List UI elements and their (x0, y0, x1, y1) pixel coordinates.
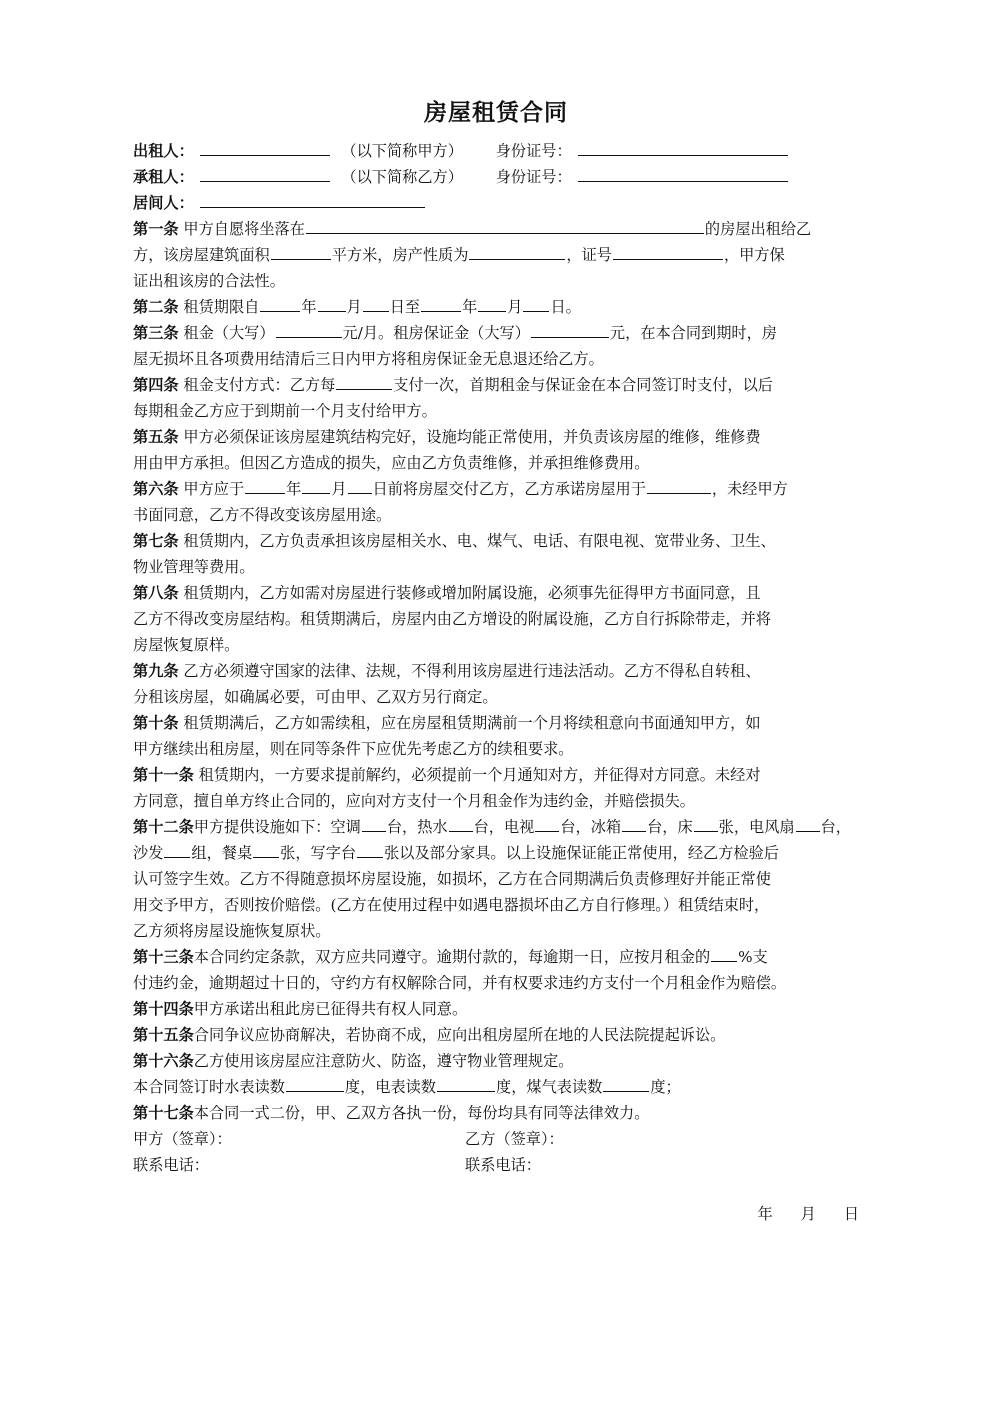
clause-text: 乙方必须遵守国家的法律、法规，不得利用该房屋进行违法活动。乙方不得私自转租、 (183, 662, 761, 680)
rent-amount-field[interactable] (276, 320, 342, 338)
clause-12 (133, 814, 859, 840)
clause-text: 租赁期内，乙方如需对房屋进行装修或增加附属设施，必须事先征得甲方书面同意，且 (183, 584, 761, 602)
clause-9 (133, 658, 859, 684)
deposit-amount-field[interactable] (531, 320, 609, 338)
clause-11-cont (133, 788, 859, 814)
clause-text: 租赁期限自 (183, 298, 260, 316)
clause-text: 分租该房屋，如确属必要，可由甲、乙双方另行商定。 (133, 688, 498, 706)
clause-text: 本合同一式二份，甲、乙双方各执一份，每份均具有同等法律效力。 (193, 1104, 650, 1122)
lessor-label: 出租人： (133, 142, 194, 160)
clause-text: 甲方承诺出租此房已征得共有权人同意。 (193, 1000, 468, 1018)
clause-text: 租赁期满后，乙方如需续租，应在房屋租赁期满前一个月将续租意向书面通知甲方，如 (183, 714, 761, 732)
clause-text: 平方米，房产性质为 (331, 246, 469, 264)
clause-text: 租金支付方式：乙方每 (183, 376, 336, 394)
penalty-percent-field[interactable] (711, 944, 737, 962)
meter-readings (133, 1074, 859, 1100)
clause-text: 年 (286, 480, 302, 498)
clause-label: 第十五条 (133, 1026, 194, 1044)
clause-text: 合同争议应协商解决，若协商不成，应向出租房屋所在地的人民法院提起诉讼。 (193, 1026, 726, 1044)
usage-field[interactable] (647, 476, 711, 494)
lessee-line (133, 164, 859, 190)
clause-text: ，甲方保 (723, 246, 785, 264)
end-month-field[interactable] (478, 294, 506, 312)
clause-label: 第五条 (133, 428, 179, 446)
clause-label: 第十条 (133, 714, 179, 732)
clause-text: 甲方继续出租房屋，则在同等条件下应优先考虑乙方的续租要求。 (133, 740, 574, 758)
ac-count-field[interactable] (362, 814, 386, 832)
clause-label: 第十七条 (133, 1104, 194, 1122)
clause-text: 年 (462, 298, 478, 316)
sofa-count-field[interactable] (164, 840, 190, 858)
party-a-phone-label: 联系电话： (133, 1156, 209, 1174)
clause-label: 第二条 (133, 298, 179, 316)
table-count-field[interactable] (253, 840, 279, 858)
clause-label: 第十二条 (133, 818, 194, 836)
clause-text: 组，餐桌 (191, 844, 253, 862)
clause-text: 租赁期内，乙方负责承担该房屋相关水、电、煤气、电话、有限电视、宽带业务、卫生、 (183, 532, 776, 550)
clause-1 (133, 216, 859, 242)
clause-4 (133, 372, 859, 398)
clause-text: 方同意，擅自单方终止合同的，应向对方支付一个月租金作为违约金，并赔偿损失。 (133, 792, 695, 810)
tv-count-field[interactable] (535, 814, 559, 832)
clause-5-cont (133, 450, 859, 476)
clause-text: 乙方不得改变房屋结构。租赁期满后，房屋内由乙方增设的附属设施，乙方自行拆除带走，并将 (133, 610, 771, 628)
bed-count-field[interactable] (694, 814, 718, 832)
start-day-field[interactable] (363, 294, 389, 312)
clause-text: 书面同意，乙方不得改变该房屋用途。 (133, 506, 392, 524)
date-year-label: 年 (757, 1205, 773, 1223)
clause-8-cont (133, 606, 859, 632)
signature-row (133, 1126, 859, 1152)
clause-text: 支付一次，首期租金与保证金在本合同签订时支付，以后 (393, 376, 773, 394)
contract-body (133, 138, 859, 1178)
clause-12-cont (133, 840, 859, 866)
handover-year-field[interactable] (245, 476, 285, 494)
clause-11 (133, 762, 859, 788)
clause-10 (133, 710, 859, 736)
clause-12-cont (133, 918, 859, 944)
clause-text: 本合同约定条款，双方应共同遵守。逾期付款的，每逾期一日，应按月租金的 (193, 948, 711, 966)
end-year-field[interactable] (421, 294, 461, 312)
lessee-label: 承租人： (133, 168, 194, 186)
clause-8-cont (133, 632, 859, 658)
clause-text: 度，煤气表读数 (496, 1078, 603, 1096)
clause-3 (133, 320, 859, 346)
clause-text: 日前将房屋交付乙方，乙方承诺房屋用于 (372, 480, 646, 498)
clause-6-cont (133, 502, 859, 528)
clause-2 (133, 294, 859, 320)
clause-text: 方，该房屋建筑面积 (133, 246, 270, 264)
end-day-field[interactable] (523, 294, 549, 312)
property-type-field[interactable] (469, 242, 565, 260)
clause-text: 月 (507, 298, 523, 316)
clause-3-cont (133, 346, 859, 372)
clause-label: 第八条 (133, 584, 179, 602)
signing-date (737, 1203, 859, 1224)
lessee-name-field[interactable] (200, 164, 330, 182)
clause-10-cont (133, 736, 859, 762)
clause-label: 第七条 (133, 532, 179, 550)
date-month-label: 月 (800, 1205, 816, 1223)
clause-text: 每期租金乙方应于到期前一个月支付给甲方。 (133, 402, 437, 420)
clause-text: 乙方使用该房屋应注意防火、防盗，遵守物业管理规定。 (193, 1052, 574, 1070)
clause-text: 元/月。租房保证金（大写） (342, 324, 530, 342)
clause-1-cont (133, 268, 859, 294)
agent-name-field[interactable] (200, 190, 425, 208)
clause-label: 第一条 (133, 220, 179, 238)
lessor-id-field[interactable] (578, 138, 788, 156)
date-day-label: 日 (843, 1205, 859, 1223)
clause-text: 日至 (389, 298, 421, 316)
lessor-id-label: 身份证号： (495, 142, 572, 160)
clause-text: 用交予甲方，否则按价赔偿。(乙方在使用过程中如遇电器损坏由乙方自行修理。）租赁结束时， (133, 896, 770, 914)
clause-text: 认可签字生效。乙方不得随意损坏房屋设施，如损坏，乙方在合同期满后负责修理好并能正常使 (133, 870, 771, 888)
party-b-phone-label: 联系电话： (465, 1156, 541, 1174)
clause-text: 张以及部分家具。以上设施保证能正常使用，经乙方检验后 (384, 844, 779, 862)
fridge-count-field[interactable] (622, 814, 646, 832)
clause-text: 月 (346, 298, 362, 316)
clause-text: ，未经甲方 (711, 480, 788, 498)
start-year-field[interactable] (260, 294, 300, 312)
clause-text: 物业管理等费用。 (133, 558, 255, 576)
clause-text: 用由甲方承担。但因乙方造成的损失，应由乙方负责维修，并承担维修费用。 (133, 454, 650, 472)
clause-label: 第四条 (133, 376, 179, 394)
page-title: 房屋租赁合同 (424, 100, 568, 126)
clause-text: %支 (738, 948, 768, 966)
clause-text: 甲方提供设施如下：空调 (193, 818, 361, 836)
clause-text: 台，热水 (386, 818, 448, 836)
clause-text: 月 (331, 480, 347, 498)
lessee-id-label: 身份证号： (495, 168, 572, 186)
clause-label: 第十六条 (133, 1052, 194, 1070)
clause-1-cont (133, 242, 859, 268)
handover-day-field[interactable] (348, 476, 372, 494)
clause-7 (133, 528, 859, 554)
clause-text: 沙发 (133, 844, 164, 862)
clause-16 (133, 1048, 859, 1074)
water-meter-field[interactable] (286, 1074, 344, 1092)
clause-9-cont (133, 684, 859, 710)
certificate-number-field[interactable] (613, 242, 723, 260)
desk-count-field[interactable] (357, 840, 383, 858)
agent-label: 居间人： (133, 194, 194, 212)
gas-meter-field[interactable] (603, 1074, 649, 1092)
lessee-id-field[interactable] (578, 164, 788, 182)
clause-label: 第十一条 (133, 766, 194, 784)
clause-13-cont (133, 970, 859, 996)
clause-6 (133, 476, 859, 502)
clause-text: 台，电视 (473, 818, 535, 836)
lessee-note: （以下简称乙方） (341, 168, 463, 186)
clause-text: 租赁期内，一方要求提前解约，必须提前一个月通知对方，并征得对方同意。未经对 (198, 766, 761, 784)
lessor-line (133, 138, 859, 164)
clause-12-cont (133, 892, 859, 918)
clause-text: 张，写字台 (280, 844, 357, 862)
clause-label: 第三条 (133, 324, 179, 342)
clause-4-cont (133, 398, 859, 424)
area-field[interactable] (271, 242, 331, 260)
clause-text: 张，电风扇 (718, 818, 795, 836)
clause-label: 第十三条 (133, 948, 194, 966)
payment-period-field[interactable] (336, 372, 392, 390)
clause-text: 屋无损坏且各项费用结清后三日内甲方将租房保证金无息退还给乙方。 (133, 350, 604, 368)
clause-label: 第六条 (133, 480, 179, 498)
clause-text: 台，床 (647, 818, 693, 836)
clause-12-cont (133, 866, 859, 892)
address-field[interactable] (306, 216, 704, 234)
clause-15 (133, 1022, 859, 1048)
clause-label: 第十四条 (133, 1000, 194, 1018)
clause-text: 证出租该房的合法性。 (133, 272, 285, 290)
party-a-signature-label: 甲方（签章）： (133, 1130, 232, 1148)
clause-7-cont (133, 554, 859, 580)
clause-text: 房屋恢复原样。 (133, 636, 240, 654)
party-b-signature-label: 乙方（签章）： (465, 1130, 564, 1148)
clause-text: 台，冰箱 (560, 818, 622, 836)
clause-text: 日。 (550, 298, 581, 316)
clause-text: 租金（大写） (183, 324, 275, 342)
clause-text: 甲方应于 (183, 480, 245, 498)
clause-text: 本合同签订时水表读数 (133, 1078, 285, 1096)
clause-8 (133, 580, 859, 606)
clause-text: 度； (650, 1078, 681, 1096)
clause-text: 年 (301, 298, 317, 316)
electric-meter-field[interactable] (437, 1074, 495, 1092)
handover-month-field[interactable] (302, 476, 330, 494)
clause-text: 元，在本合同到期时，房 (609, 324, 777, 342)
agent-line (133, 190, 859, 216)
start-month-field[interactable] (318, 294, 346, 312)
lessor-name-field[interactable] (200, 138, 330, 156)
clause-text: 付违约金，逾期超过十日的，守约方有权解除合同，并有权要求违约方支付一个月租金作为赔偿。 (133, 974, 787, 992)
phone-row (133, 1152, 859, 1178)
water-heater-count-field[interactable] (449, 814, 473, 832)
lessor-note: （以下简称甲方） (341, 142, 463, 160)
clause-text: 乙方须将房屋设施恢复原状。 (133, 922, 331, 940)
clause-5 (133, 424, 859, 450)
clause-text: ，证号 (566, 246, 612, 264)
clause-17 (133, 1100, 859, 1126)
clause-text: 的房屋出租给乙 (704, 220, 812, 238)
clause-text: 甲方必须保证该房屋建筑结构完好，设施均能正常使用，并负责该房屋的维修，维修费 (183, 428, 761, 446)
clause-13 (133, 944, 859, 970)
clause-label: 第九条 (133, 662, 179, 680)
clause-text: 台， (820, 818, 851, 836)
fan-count-field[interactable] (796, 814, 820, 832)
clause-14 (133, 996, 859, 1022)
clause-text: 甲方自愿将坐落在 (183, 220, 305, 238)
clause-text: 度，电表读数 (344, 1078, 436, 1096)
